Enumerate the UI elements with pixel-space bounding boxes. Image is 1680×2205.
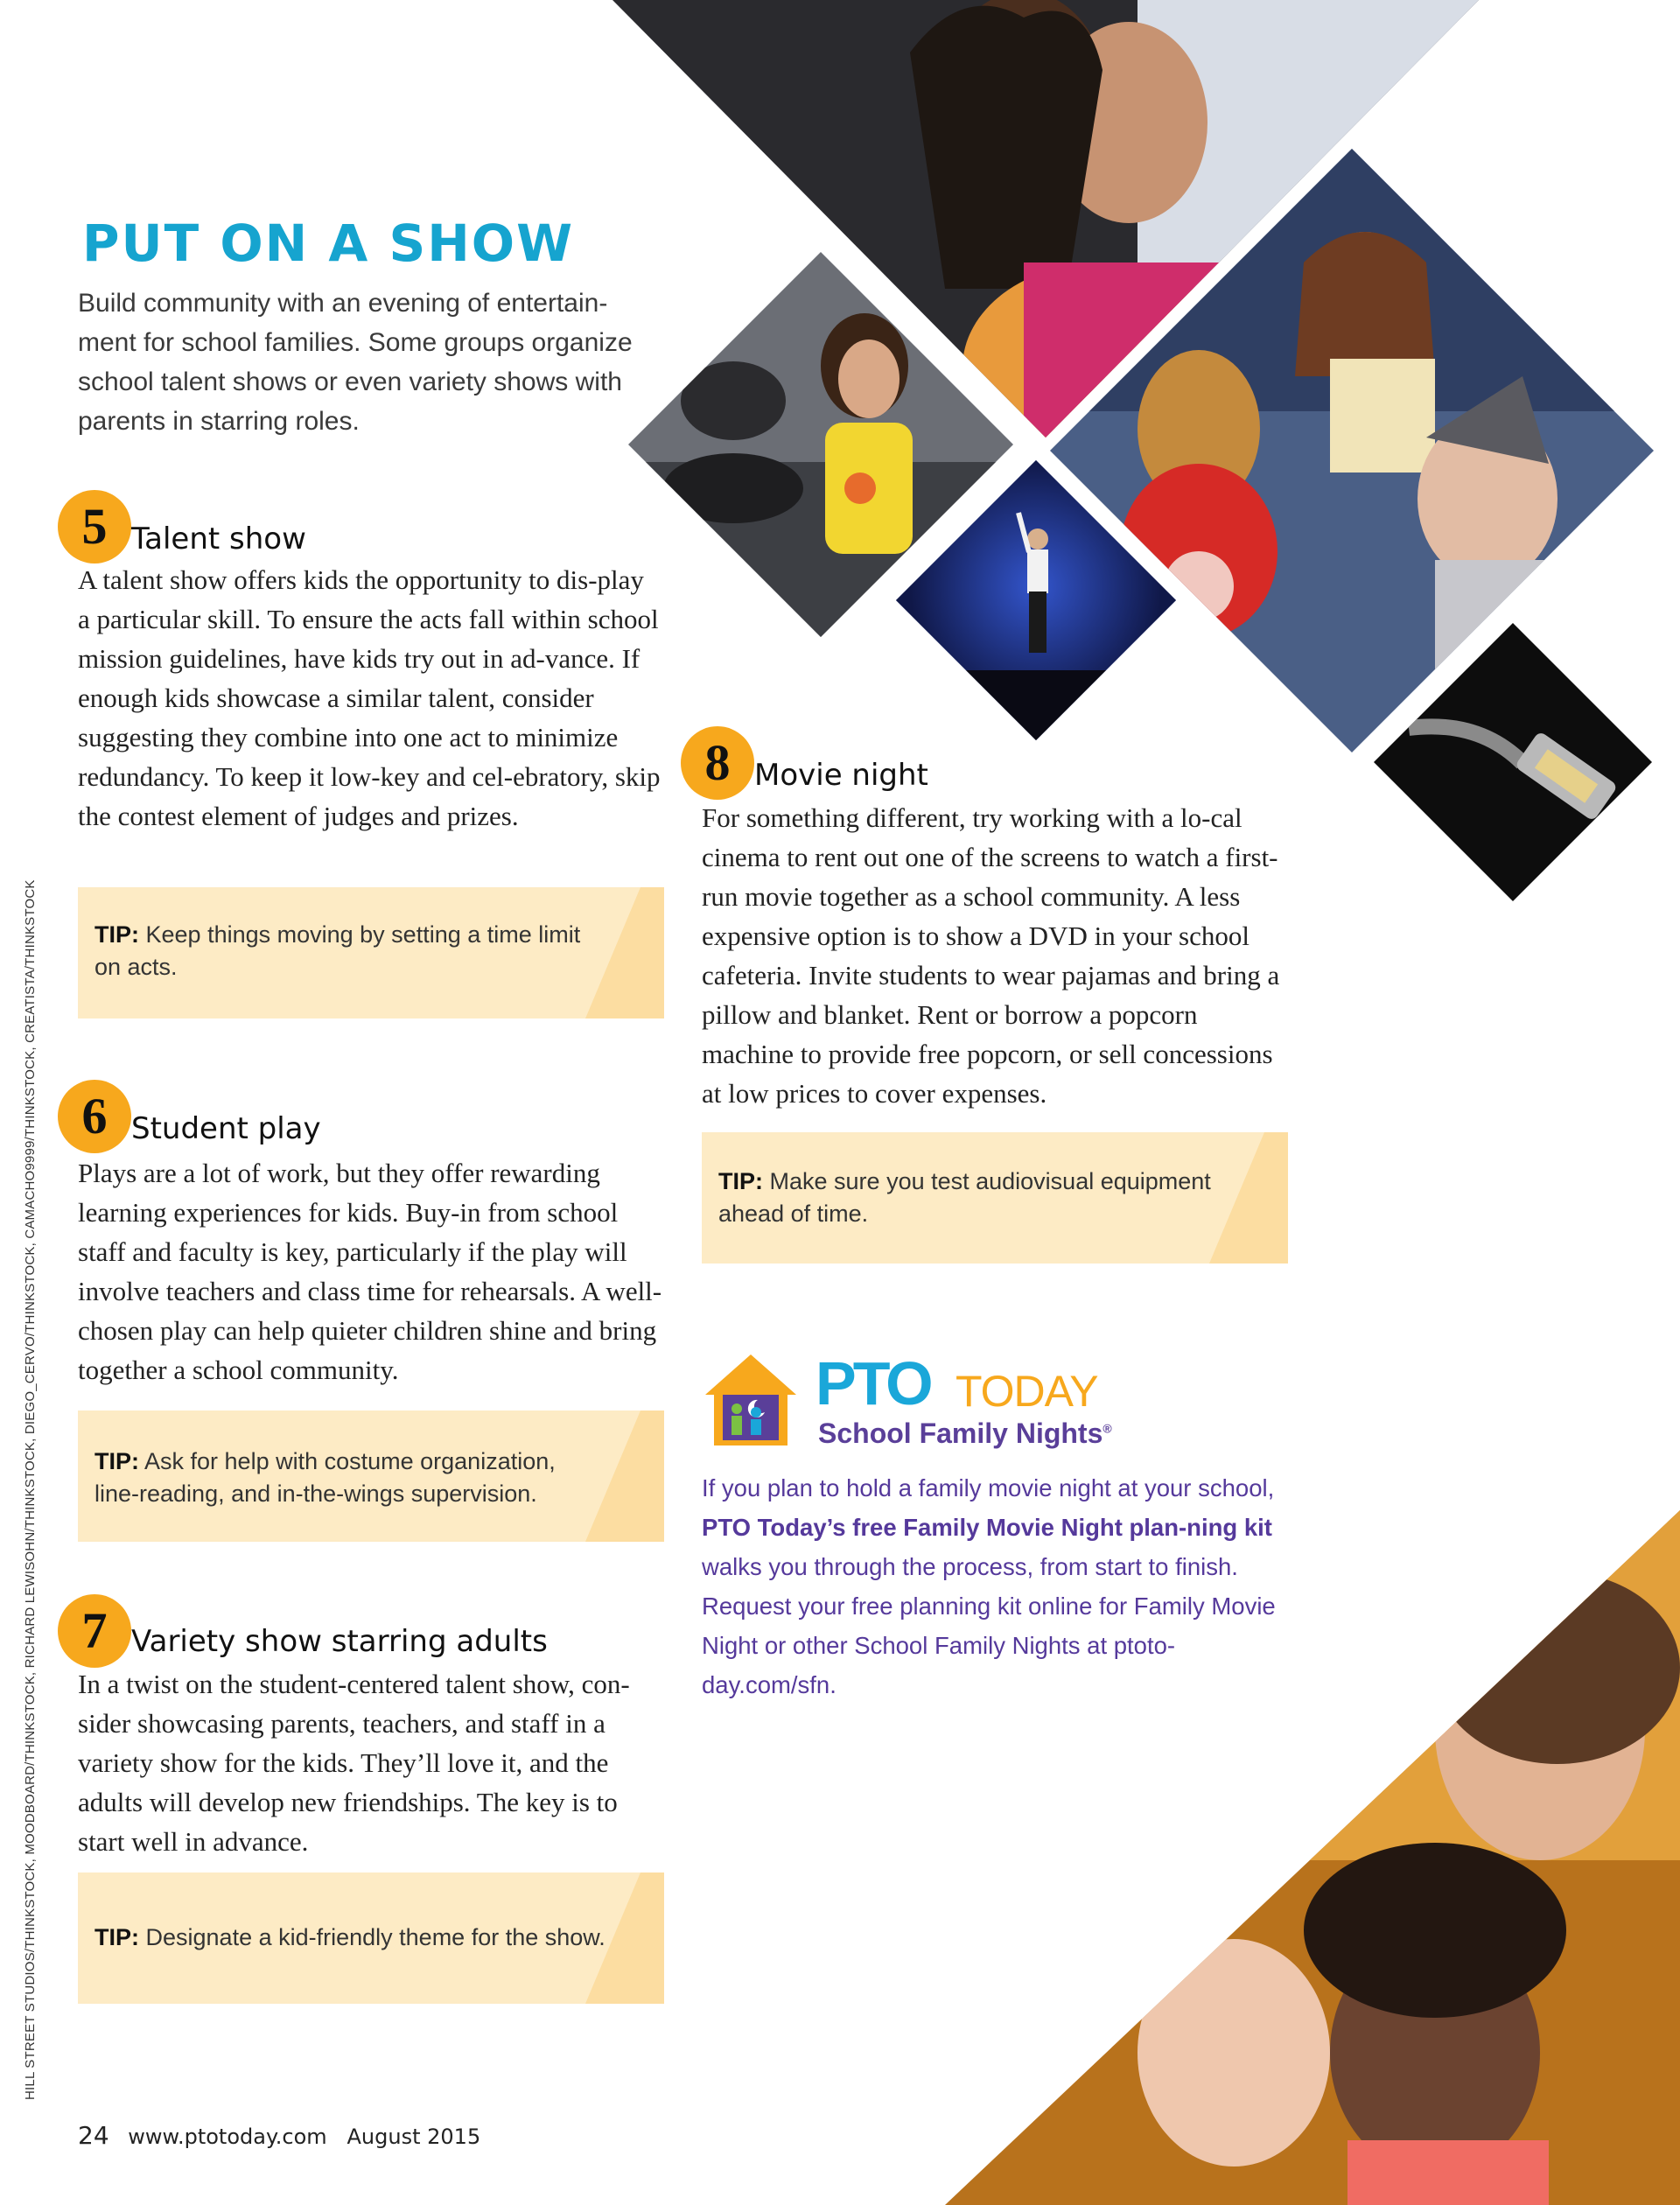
footer-site: www.ptotoday.com <box>128 2124 327 2149</box>
tip-text: TIP: Ask for help with costume organization, line-reading, and in-the-wings supervision. <box>94 1448 556 1507</box>
tip-text: TIP: Designate a kid-friendly theme for the show. <box>94 1924 606 1950</box>
tip-text: TIP: Keep things moving by setting a time limit on acts. <box>94 921 581 980</box>
section-body-variety-show: In a twist on the student-centered talent show, con-sider showcasing parents, teachers, and staff in a variety show for the kids. They’ll love it, and the adults will develop new friendships. The key is to start well in advance. <box>78 1669 630 1857</box>
tip-box-talent-show <box>78 887 664 1018</box>
section-body-movie-night: For something different, try working with a lo-cal cinema to rent out one of the screens to watch a first-run movie together as a school community. A less expensive option is to show a DVD in your school cafeteria. Invite students to wear pajamas and bring a pillow and blanket. Rent or borrow a popcorn machine to provide free popcorn, or sell concessions at low prices to cover expenses. <box>702 802 1280 1109</box>
section-title-variety-show: Variety show starring adults <box>131 1624 548 1659</box>
promo-paragraph: If you plan to hold a family movie night at your school, PTO Today’s free Family Movie Night plan-ning kit walks you through the process, from start to finish. Request your free planning kit online for Family Movie Night or other School Family Nights at ptoto-day.com/sfn. <box>702 1474 1276 1698</box>
page-footer <box>78 2121 480 2150</box>
page-number: 24 <box>78 2121 109 2150</box>
footer-date: August 2015 <box>346 2124 481 2149</box>
section-number-badge: 5 <box>58 490 131 564</box>
section-body-talent-show: A talent show offers kids the opportunity to dis-play a particular skill. To ensure the acts fall within school mission guidelines, have kids try out in ad-vance. If enough kids showcase a similar talent, consider suggesting they combine into one act to minimize redundancy. To keep it low-key and cel-ebratory, skip the contest element of judges and prizes. <box>78 564 661 831</box>
logo-today-text: TODAY <box>956 1367 1098 1416</box>
promo-link-text: PTO Today’s free Family Movie Night plan-ning kit <box>702 1514 1272 1541</box>
section-title-talent-show: Talent show <box>131 522 306 556</box>
tip-box-variety-show <box>78 1872 664 2004</box>
house-family-icon <box>702 1351 800 1449</box>
logo-subtitle: School Family Nights® <box>818 1418 1112 1449</box>
section-number-badge: 6 <box>58 1080 131 1153</box>
photo-credit: HILL STREET STUDIOS/THINKSTOCK, MOODBOARD/THINKSTOCK, RICHARD LEWISOHN/THINKSTOCK, DIEGO_CERVO/THINKSTOCK, CAMACHO9999/THINKSTOCK, CREATISTA/THINKSTOCK <box>23 879 38 2100</box>
section-title-student-play: Student play <box>131 1111 321 1146</box>
tip-text: TIP: Make sure you test audiovisual equipment ahead of time. <box>718 1168 1211 1227</box>
section-number-badge: 7 <box>58 1594 131 1668</box>
tip-box-student-play <box>78 1410 664 1542</box>
section-number-badge: 8 <box>681 726 754 800</box>
logo-pto-text: PTO <box>816 1349 930 1418</box>
page-title: PUT ON A SHOW <box>82 214 575 273</box>
section-body-student-play: Plays are a lot of work, but they offer rewarding learning experiences for kids. Buy-in from school staff and faculty is key, particularly if the play will involve teachers and class time for rehearsals. A well-chosen play can help quieter children shine and bring together a school community. <box>78 1158 662 1385</box>
section-title-movie-night: Movie night <box>754 758 928 793</box>
intro-paragraph: Build community with an evening of entertain-ment for school families. Some groups organize school talent shows or even variety shows with parents in starring roles. <box>78 289 633 436</box>
pto-today-logo <box>702 1351 1113 1456</box>
tip-box-movie-night <box>702 1132 1288 1264</box>
